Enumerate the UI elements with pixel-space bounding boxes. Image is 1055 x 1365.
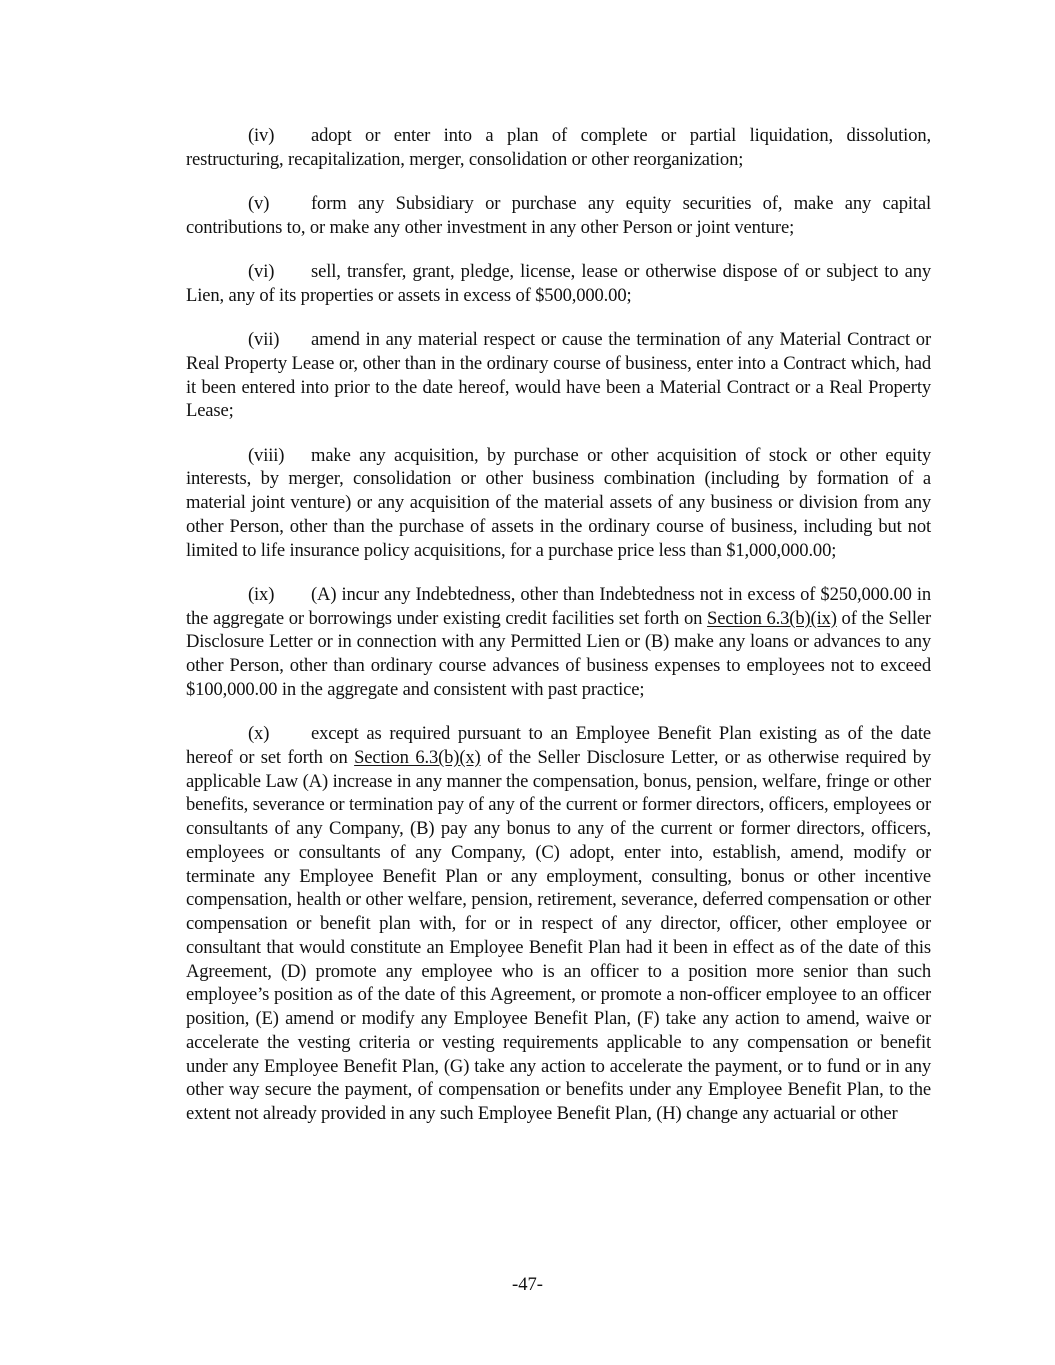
clause-text: amend in any material respect or cause the termination of any Material Contract or Real Property Lease or, other than in the ordinary course of business, enter into a Contract which, had it been entered into prior to the date hereof, would have been a Material Contract or a Real Property Lease; [186,329,931,422]
clause-number: (v) [248,193,270,214]
clause-number: (ix) [248,583,275,605]
page-number: -47- [512,1274,543,1295]
clause-number: (x) [248,723,270,744]
clause-text: form any Subsidiary or purchase any equity securities of, make any capital contributions to, or make any other investment in any other Person or joint venture; [186,193,931,238]
clause-ix [186,583,931,702]
clause-number: (iv) [248,125,275,146]
clause-viii [186,444,931,563]
clause-text: make any acquisition, by purchase or other acquisition of stock or other equity interests, by merger, consolidation or other business combination (including by formation of a material joint venture) or any acquisition of the material assets of any business or division from any other Person, other than the purchase of assets in the ordinary course of business, including but not limited to life insurance policy acquisitions, for a purchase price less than $1,000,000.00; [186,444,931,561]
clause-vi [186,260,931,308]
clause-vii [186,328,931,423]
clause-number: (vi) [248,261,275,282]
clause-text-after: of the Seller Disclosure Letter or in connection with any Permitted Lien or (B) make any loans or advances to any other Person, other than ordinary course advances of business expenses to employees not to exceed $100,000.00 in the aggregate and consistent with past practice; [186,607,932,700]
section-reference: Section 6.3(b)(x) [354,746,481,768]
clause-v [186,192,931,240]
section-reference: Section 6.3(b)(ix) [707,607,837,629]
clause-text-before: (A) incur any Indebtedness, other than Indebtedness not in excess of $250,000.00 in the aggregate or borrowings under existing credit facilities set forth on [186,583,931,629]
clause-number: (vii) [248,329,280,350]
clause-text-before: except as required pursuant to an Employee Benefit Plan existing as of the date hereof or set forth on [186,723,931,768]
clause-x [186,722,931,1126]
clause-number: (viii) [248,444,285,466]
clause-iv [186,124,931,172]
clause-text: sell, transfer, grant, pledge, license, lease or otherwise dispose of or subject to any Lien, any of its properties or assets in excess of $500,000.00; [186,261,931,306]
clause-text-after: of the Seller Disclosure Letter, or as otherwise required by applicable Law (A) increase in any manner the compensation, bonus, pension, welfare, fringe or other benefits, severance or termination pay of any of the current or former directors, officers, employees or consultants of any Company, (B) pay any bonus to any of the current or former directors, officers, employees or consultants of any Company, (C) adopt, enter into, establish, amend, modify or terminate any Employee Benefit Plan or any employment, consulting, bonus or other incentive compensation, health or other welfare, pension, retirement, severance, deferred compensation or other compensation or benefit plan with, for or in respect of any director, officer, other employee or consultant that would constitute an Employee Benefit Plan had it been in effect as of the date of this Agreement, (D) promote any employee who is an officer to a position more senior than such employee’s position as of the date of this Agreement, or promote a non-officer employee to an officer position, (E) amend or modify any Employee Benefit Plan, (F) take any action to amend, waive or accelerate the vesting criteria or vesting requirements applicable to any compensation or benefit under any Employee Benefit Plan, (G) take any action to accelerate the payment, or to fund or in any other way secure the payment, of compensation or benefits under any Employee Benefit Plan, to the extent not already provided in any such Employee Benefit Plan, (H) change any actuarial or other [186,746,931,1124]
clause-text: adopt or enter into a plan of complete or partial liquidation, dissolution, restructuring, recapitalization, merger, consolidation or other reorganization; [186,125,931,170]
document-page [186,124,931,1146]
